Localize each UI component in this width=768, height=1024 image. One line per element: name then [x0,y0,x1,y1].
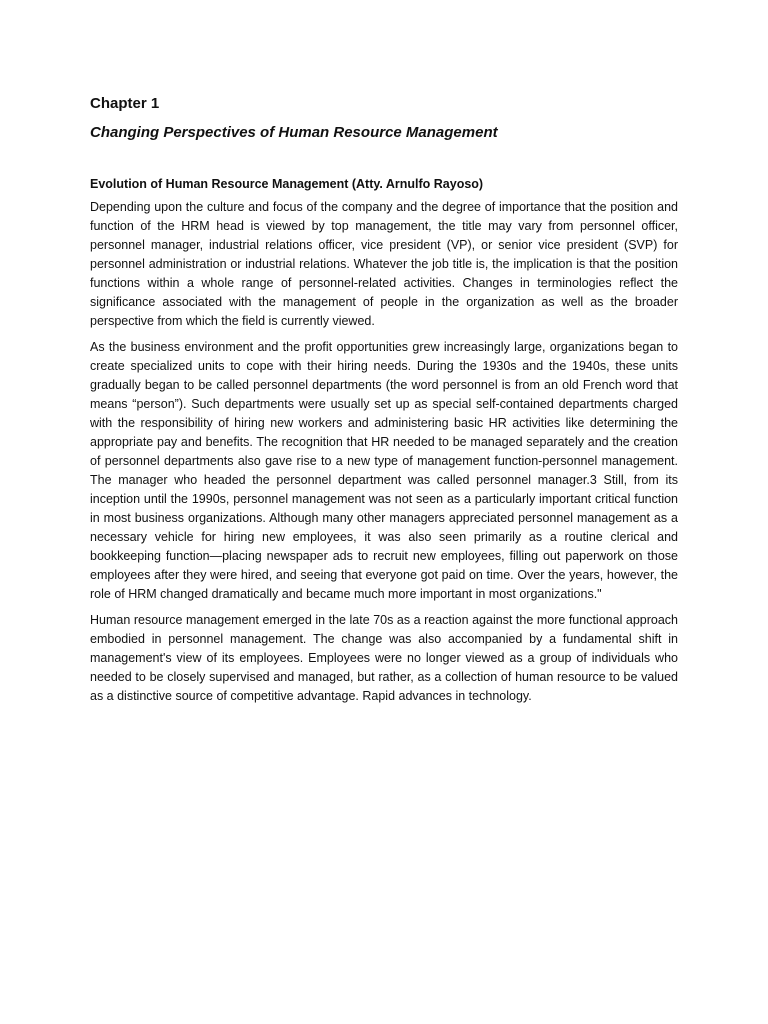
paragraph-1: Depending upon the culture and focus of the company and the degree of importance that the position and function of the HRM head is viewed by top management, the title may vary from personnel officer, personnel manager, industrial relations officer, vice president (VP), or senior vice president (SVP) for personnel administration or industrial relations. Whatever the job title is, the implication is that the position functions within a whole range of personnel-related activities. Changes in terminologies reflect the significance associated with the management of people in the organization as well as the broader perspective from which the field is currently viewed. [90,200,678,328]
paragraph-3: Human resource management emerged in the late 70s as a reaction against the more functional approach embodied in personnel management. The change was also accompanied by a fundamental shift in management's view of its employees. Employees were no longer viewed as a group of individuals who needed to be closely supervised and managed, but rather, as a collection of human resource to be valued as a distinctive source of competitive advantage. Rapid advances in technology. [90,613,678,703]
section-heading: Evolution of Human Resource Management (Atty. Arnulfo Rayoso) [90,177,484,191]
chapter-label: Chapter 1 [90,95,160,112]
paragraph-2: As the business environment and the profit opportunities grew increasingly large, organizations began to create specialized units to cope with their hiring needs. During the 1930s and the 1940s, these units gradually began to be called personnel departments (the word personnel is from an old French word that means “person”). Such departments were usually set up as special self-contained departments charged with the responsibility of hiring new workers and administering basic HR activities like determining the appropriate pay and benefits. The recognition that HR needed to be managed separately and the creation of personnel departments also gave rise to a new type of management function-personnel management. The manager who headed the personnel department was called personnel manager.3 Still, from its inception until the 1990s, personnel management was not seen as a particularly important critical function in most business organizations. Although many other managers appreciated personnel management as a necessary vehicle for hiring new employees, it was also seen primarily as a routine clerical and bookkeeping function—placing newspaper ads to recruit new employees, filling out paperwork on those employees after they were hired, and seeing that everyone got paid on time. Over the years, however, the role of HRM changed dramatically and became much more important in most organizations." [90,340,678,601]
chapter-title: Changing Perspectives of Human Resource Management [90,124,498,141]
